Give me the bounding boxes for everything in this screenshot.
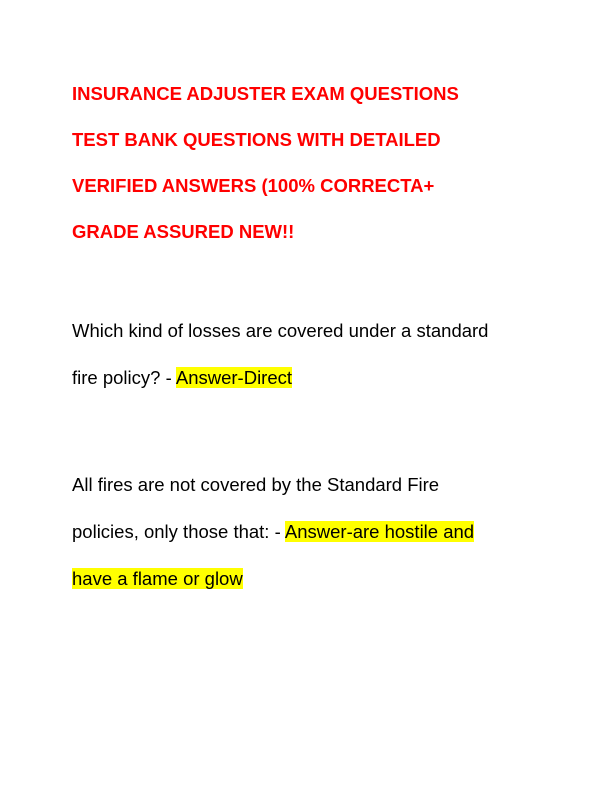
question-1-line-2 <box>72 354 542 401</box>
answer-2-highlight-part-1: Answer-are hostile and <box>284 521 475 542</box>
title-line-2: TEST BANK QUESTIONS WITH DETAILED <box>72 129 441 150</box>
question-1-line-1: Which kind of losses are covered under a standard <box>72 320 489 341</box>
title-line-3: VERIFIED ANSWERS (100% CORRECTA+ <box>72 175 435 196</box>
question-2-line-3 <box>72 555 542 602</box>
question-1-text: fire policy? - <box>72 367 176 388</box>
answer-1-highlight: Answer-Direct <box>175 367 293 388</box>
question-2-line-1: All fires are not covered by the Standard Fire <box>72 474 440 495</box>
question-2-text: policies, only those that: - <box>72 521 285 542</box>
title-line-4: GRADE ASSURED NEW!! <box>72 221 295 242</box>
question-2-line-2 <box>72 508 542 555</box>
qa-item-2 <box>72 461 542 602</box>
answer-2-highlight-part-2: have a flame or glow <box>72 568 243 589</box>
qa-item-1 <box>72 307 542 401</box>
document-title <box>72 71 542 255</box>
title-line-1: INSURANCE ADJUSTER EXAM QUESTIONS <box>72 83 459 104</box>
